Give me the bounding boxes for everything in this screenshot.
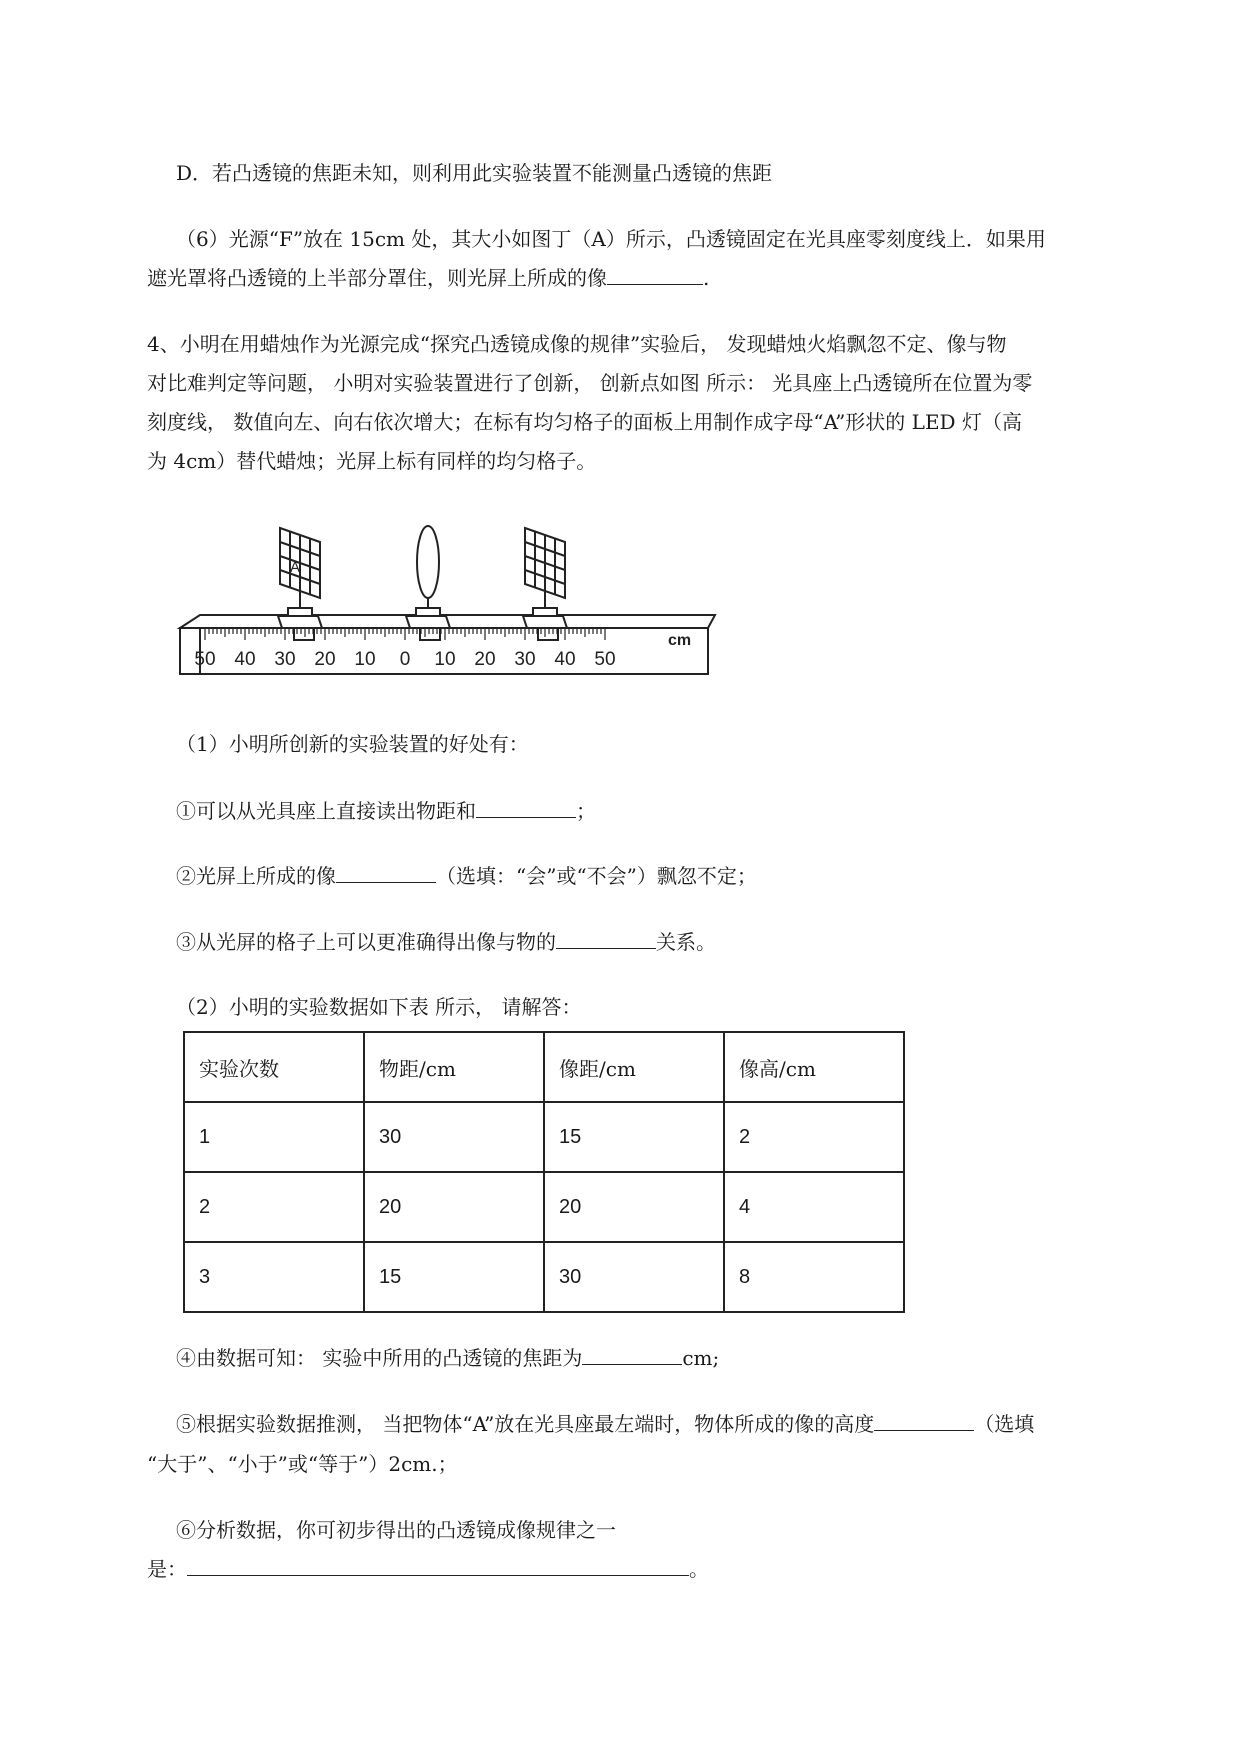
answer-blank-2[interactable] <box>336 862 436 883</box>
answer-blank-4[interactable] <box>582 1344 682 1365</box>
option-d: D．若凸透镜的焦距未知，则利用此实验装置不能测量凸透镜的焦距 <box>176 161 773 185</box>
item-6-end: 。 <box>689 1557 709 1581</box>
benefit-2-end: （选填：“会”或“不会”）飘忽不定； <box>436 864 757 888</box>
item-5-text: ⑤根据实验数据推测， 当把物体“A”放在光具座最左端时，物体所成的像的高度 <box>176 1412 875 1436</box>
table-header-cell: 物距/cm <box>364 1032 544 1102</box>
benefit-2 <box>176 862 757 890</box>
ruler-tick-label: 40 <box>234 649 256 670</box>
unit-label: cm <box>668 632 692 649</box>
object-letter: A <box>290 559 301 576</box>
table-header-cell: 像距/cm <box>544 1032 724 1102</box>
item-4-text: ④由数据可知： 实验中所用的凸透镜的焦距为 <box>176 1346 583 1370</box>
ruler-tick-label: 50 <box>594 649 616 670</box>
table-cell: 30 <box>544 1242 724 1312</box>
ruler-tick-label: 10 <box>434 649 456 670</box>
table-row <box>184 1102 904 1172</box>
table-row <box>184 1242 904 1312</box>
benefit-3 <box>176 928 716 956</box>
q6-line-2 <box>147 264 709 292</box>
benefit-1-end: ； <box>576 799 596 823</box>
benefit-1 <box>176 797 596 825</box>
q4-line-2: 对比难判定等问题， 小明对实验装置进行了创新， 创新点如图 所示： 光具座上凸透镜所在位置为零 <box>147 371 1033 395</box>
table-header-cell: 实验次数 <box>184 1032 364 1102</box>
benefit-3-end: 关系。 <box>656 930 716 954</box>
ruler-tick-label: 10 <box>354 649 376 670</box>
q6-text: 遮光罩将凸透镜的上半部分罩住，则光屏上所成的像 <box>147 266 607 290</box>
table-cell: 20 <box>544 1172 724 1242</box>
benefit-2-text: ②光屏上所成的像 <box>176 864 336 888</box>
optical-bench-diagram <box>170 520 720 680</box>
item-5-line-1 <box>176 1410 1034 1438</box>
table-cell: 2 <box>724 1102 904 1172</box>
ruler-tick-label: 20 <box>474 649 496 670</box>
item-4-unit: cm; <box>682 1346 720 1370</box>
answer-blank-q6[interactable] <box>607 264 703 285</box>
table-header-row <box>184 1032 904 1102</box>
table-cell: 30 <box>364 1102 544 1172</box>
table-cell: 3 <box>184 1242 364 1312</box>
item-6-line-1: ⑥分析数据，你可初步得出的凸透镜成像规律之一 <box>176 1518 616 1542</box>
answer-blank-1[interactable] <box>476 797 576 818</box>
benefit-1-text: ①可以从光具座上直接读出物距和 <box>176 799 476 823</box>
table-cell: 1 <box>184 1102 364 1172</box>
table-row <box>184 1172 904 1242</box>
table-cell: 20 <box>364 1172 544 1242</box>
item-5-line-2: “大于”、“小于”或“等于”）2cm.； <box>147 1452 458 1476</box>
q6-line-1: （6）光源“F”放在 15cm 处，其大小如图丁（A）所示，凸透镜固定在光具座零刻度线上．如果用 <box>176 227 1046 251</box>
ruler-tick-label: 30 <box>274 649 296 670</box>
ruler-tick-label: 0 <box>399 649 411 670</box>
item-6-prefix: 是： <box>147 1557 187 1581</box>
ruler-tick-label: 40 <box>554 649 576 670</box>
data-table <box>183 1031 905 1313</box>
table-cell: 2 <box>184 1172 364 1242</box>
part2-heading: （2）小明的实验数据如下表 所示， 请解答： <box>176 995 582 1019</box>
q4-line-4: 为 4cm）替代蜡烛；光屏上标有同样的均匀格子。 <box>147 449 597 473</box>
item-5-choice: （选填 <box>974 1412 1035 1436</box>
table-cell: 15 <box>544 1102 724 1172</box>
answer-blank-6[interactable] <box>187 1555 689 1576</box>
table-cell: 8 <box>724 1242 904 1312</box>
q6-end: . <box>703 266 710 290</box>
table-cell: 4 <box>724 1172 904 1242</box>
table-header-cell: 像高/cm <box>724 1032 904 1102</box>
q4-line-3: 刻度线， 数值向左、向右依次增大；在标有均匀格子的面板上用制作成字母“A”形状的 LED 灯（高 <box>147 410 1022 434</box>
item-6-line-2 <box>147 1555 709 1583</box>
answer-blank-3[interactable] <box>556 928 656 949</box>
table-cell: 15 <box>364 1242 544 1312</box>
ruler-tick-label: 30 <box>514 649 536 670</box>
ruler-tick-label: 20 <box>314 649 336 670</box>
item-4 <box>176 1344 719 1372</box>
benefit-3-text: ③从光屏的格子上可以更准确得出像与物的 <box>176 930 556 954</box>
q4-line-1: 4、小明在用蜡烛作为光源完成“探究凸透镜成像的规律”实验后， 发现蜡烛火焰飘忽不定、像与物 <box>147 332 1007 356</box>
part1-heading: （1）小明所创新的实验装置的好处有： <box>176 732 529 756</box>
answer-blank-5[interactable] <box>874 1410 974 1431</box>
ruler-tick-label: 50 <box>194 649 216 670</box>
